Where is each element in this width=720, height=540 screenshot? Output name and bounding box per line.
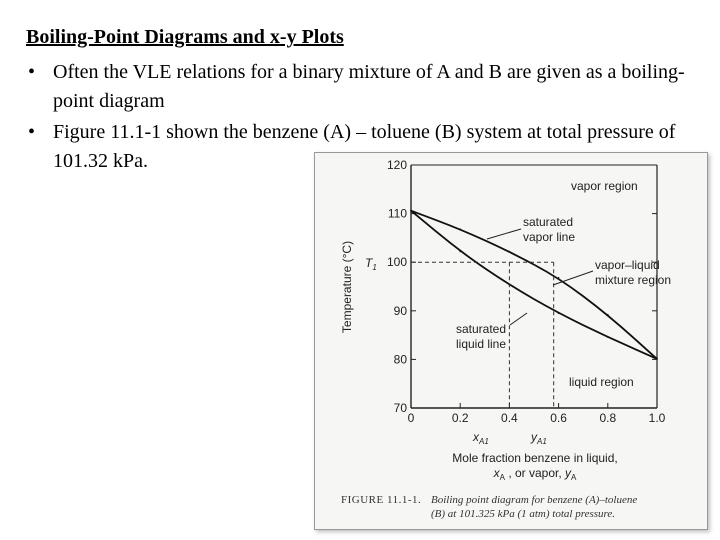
curve-point <box>459 251 461 253</box>
sat-liquid-label-2: liquid line <box>456 337 507 351</box>
curve-point <box>509 251 511 253</box>
figure-caption-line1: Boiling point diagram for benzene (A)–toluene <box>431 494 638 506</box>
sat-vapor-label-1: saturated <box>523 215 574 229</box>
x-axis-label-line2: $x_A$ , or vapor, $y_A$ <box>493 466 577 482</box>
curve-point <box>607 336 609 338</box>
sat-liquid-label-1: saturated <box>456 322 507 336</box>
boiling-point-chart <box>315 153 707 529</box>
bullet-item-vle <box>26 58 706 116</box>
x-tick-label: 0.4 <box>501 411 518 425</box>
bullet-dot: • <box>28 61 36 83</box>
xa1-label: $x_{A1}$ <box>473 430 489 446</box>
bullet-text: Figure 11.1-1 shown the benzene (A) – toluene (B) system at total pressure of 101.32 kPa. <box>53 121 676 172</box>
figure-caption-line2: (B) at 101.325 kPa (1 atm) total pressure. <box>431 508 616 520</box>
x-tick-label: 0.2 <box>451 411 469 425</box>
sat-vapor-pointer <box>487 229 521 239</box>
curve-point <box>607 314 609 316</box>
x-tick-label: 1.0 <box>648 411 666 425</box>
x-tick-label: 0.8 <box>599 411 617 425</box>
ya1-label: $y_{A1}$ <box>531 430 547 446</box>
mixture-label-1: vapor–liquid <box>595 258 660 272</box>
vapor-region-label: vapor region <box>571 179 638 193</box>
liquid-region-label: liquid region <box>569 375 634 389</box>
sat-liquid-pointer <box>510 313 527 325</box>
x-tick-label: 0.6 <box>550 411 567 425</box>
curve-point <box>656 358 658 360</box>
sat-vapor-label-2: vapor line <box>523 230 576 244</box>
y-axis-label: Temperature (°C) <box>340 240 354 334</box>
slide-title: Boiling-Point Diagrams and x-y Plots <box>26 26 344 48</box>
x-axis-label-line1: Mole fraction benzene in liquid, <box>452 451 618 465</box>
y-tick-label: 110 <box>387 206 407 221</box>
y-tick-label: 90 <box>393 303 407 318</box>
x-tick-label: 0 <box>407 411 415 425</box>
y-tick-label: 120 <box>386 158 407 172</box>
curve-point <box>558 312 560 314</box>
curve-point <box>558 277 560 279</box>
figure-panel <box>314 152 708 530</box>
y-tick-label: 100 <box>386 255 407 270</box>
curve-point <box>410 210 412 212</box>
y-tick-label: 80 <box>393 352 407 367</box>
figure-caption-label: FIGURE 11.1-1. <box>341 494 422 506</box>
y-tick-label: 70 <box>393 401 407 415</box>
mixture-label-2: mixture region <box>595 273 672 287</box>
bullet-dot: • <box>28 121 36 143</box>
curve-point <box>459 228 461 230</box>
t1-label: $T_1$ <box>365 256 377 272</box>
bullet-text: Often the VLE relations for a binary mixture of A and B are given as a boiling-point diagram <box>53 61 685 112</box>
